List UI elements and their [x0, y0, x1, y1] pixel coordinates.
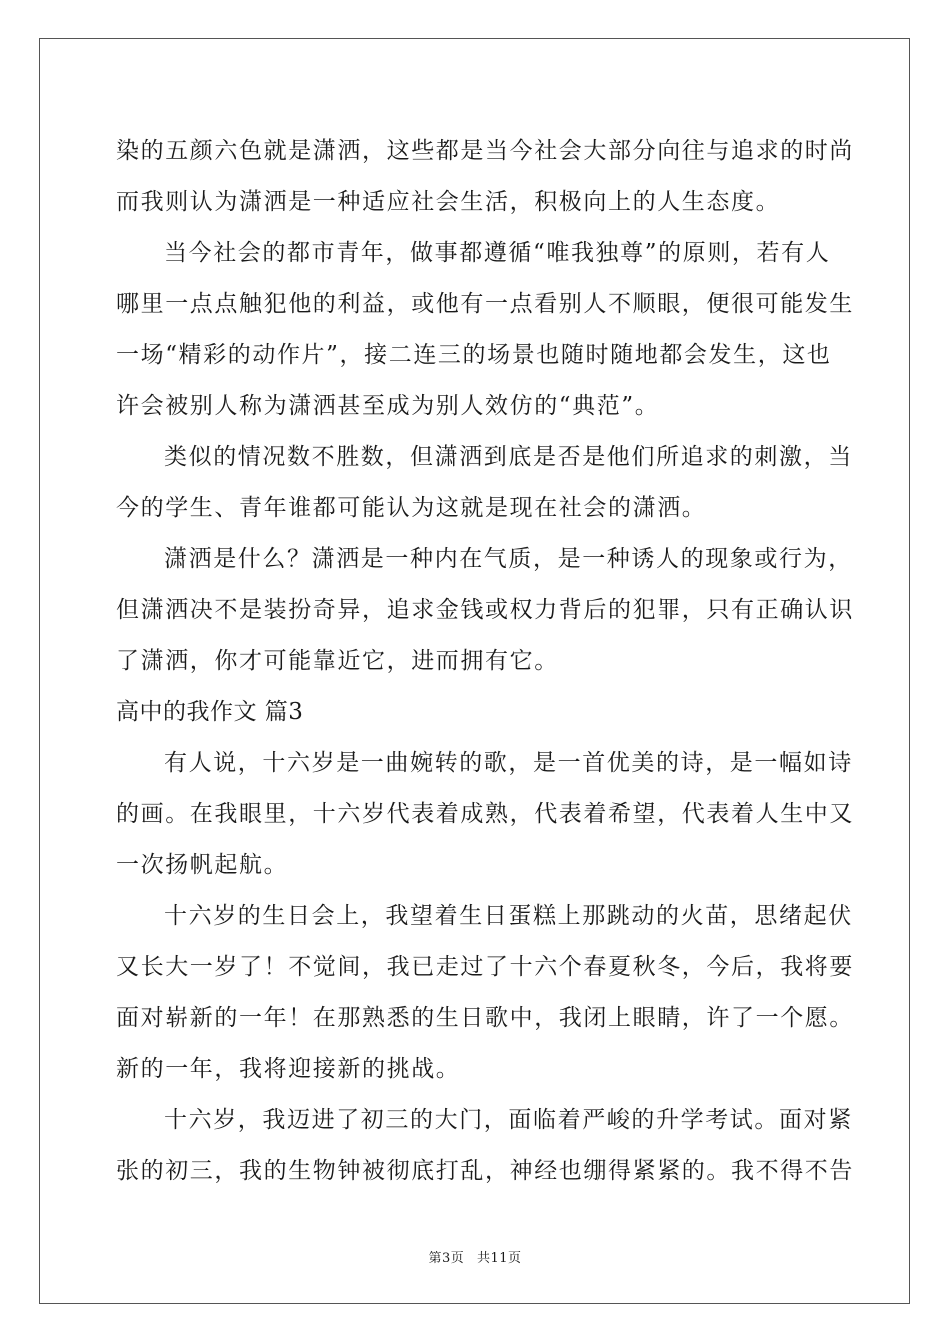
- page-total: 共11页: [476, 1251, 522, 1266]
- heading-line: 高中的我作文 篇3: [116, 699, 304, 725]
- text-line: 类似的情况数不胜数，但潇洒到底是否是他们所追求的刺激，当: [164, 444, 853, 470]
- text-line: 当今社会的都市青年，做事都遵循“唯我独尊”的原则，若有人: [164, 240, 831, 266]
- page-footer: [0, 1247, 950, 1266]
- page-number: 第3页: [428, 1251, 465, 1266]
- text-line: 但潇洒决不是装扮奇异，追求金钱或权力背后的犯罪，只有正确认识: [116, 597, 854, 623]
- text-line: 有人说，十六岁是一曲婉转的歌，是一首优美的诗，是一幅如诗: [164, 750, 853, 776]
- text-line: 今的学生、青年谁都可能认为这就是现在社会的潇洒。: [116, 495, 707, 521]
- text-line: 张的初三，我的生物钟被彻底打乱，神经也绷得紧紧的。我不得不告: [116, 1158, 854, 1184]
- text-line: 了潇洒，你才可能靠近它，进而拥有它。: [116, 648, 559, 674]
- text-line: 十六岁的生日会上，我望着生日蛋糕上那跳动的火苗，思绪起伏: [164, 903, 853, 929]
- text-line: 哪里一点点触犯他的利益，或他有一点看别人不顺眼，便很可能发生: [116, 291, 854, 317]
- document-body: [116, 126, 854, 1197]
- text-line: 新的一年，我将迎接新的挑战。: [116, 1056, 461, 1082]
- paragraph: [116, 228, 854, 432]
- text-line: 许会被别人称为潇洒甚至成为别人效仿的“典范”。: [116, 393, 660, 419]
- paragraph: [116, 432, 853, 534]
- paragraph: [116, 1095, 854, 1197]
- text-line: 一场“精彩的动作片”，接二连三的场景也随时随地都会发生，这也: [116, 342, 832, 368]
- text-line: 而我则认为潇洒是一种适应社会生活，积极向上的人生态度。: [116, 189, 781, 215]
- text-line: 的画。在我眼里，十六岁代表着成熟，代表着希望，代表着人生中又: [116, 801, 854, 827]
- paragraph: [116, 126, 854, 228]
- text-line: 又长大一岁了！不觉间，我已走过了十六个春夏秋冬，今后，我将要: [116, 954, 854, 980]
- section-heading: [116, 687, 836, 738]
- paragraph: [116, 891, 854, 1095]
- text-line: 潇洒是什么？潇洒是一种内在气质，是一种诱人的现象或行为，: [164, 546, 853, 572]
- text-line: 面对崭新的一年！在那熟悉的生日歌中，我闭上眼睛，许了一个愿。: [116, 1005, 854, 1031]
- text-line: 染的五颜六色就是潇洒，这些都是当今社会大部分向往与追求的时尚: [116, 138, 854, 164]
- text-line: 十六岁，我迈进了初三的大门，面临着严峻的升学考试。面对紧: [164, 1107, 853, 1133]
- paragraph: [116, 534, 854, 687]
- text-line: 一次扬帆起航。: [116, 852, 289, 878]
- paragraph: [116, 738, 854, 891]
